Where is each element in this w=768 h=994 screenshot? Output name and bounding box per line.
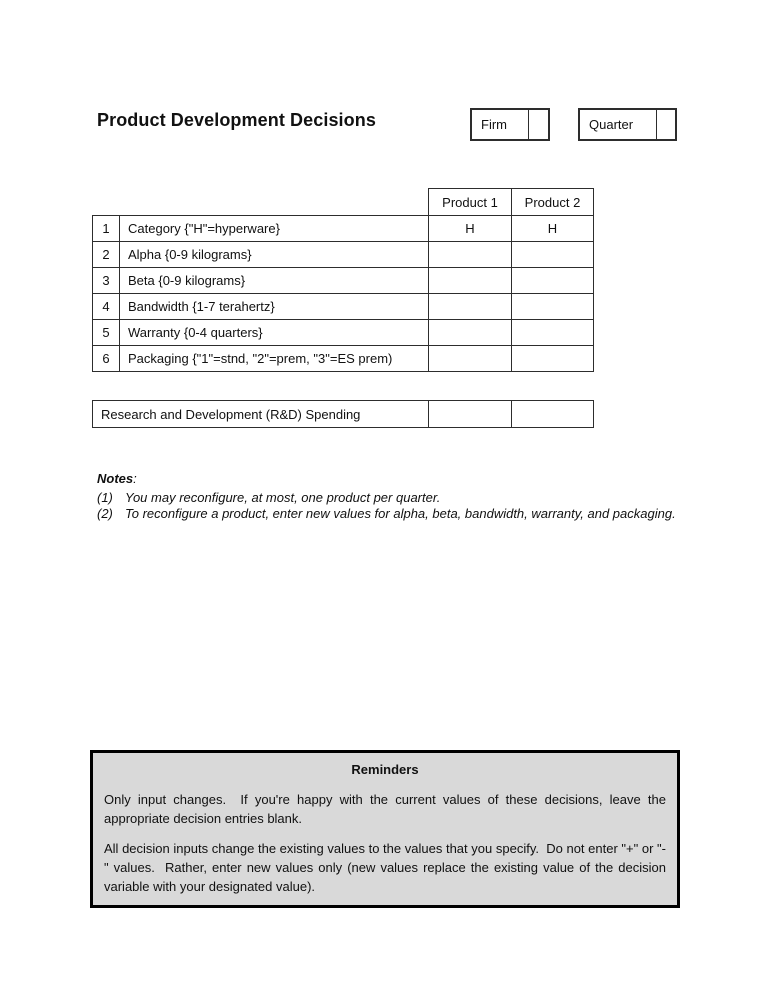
- quarter-label: Quarter: [580, 110, 657, 139]
- note-number: (1): [97, 490, 113, 505]
- decision-input-product1[interactable]: [429, 294, 512, 320]
- reminders-paragraph: Only input changes. If you're happy with the current values of these decisions, leave the appropriate decision entries blank.: [104, 792, 670, 826]
- table-row: [93, 320, 594, 346]
- reminders-paragraph: All decision inputs change the existing values to the values that you specify. Do not enter "+" or "-" values. Rather, enter new values only (new values replace the existing value of the decision variable with your designated value).: [104, 841, 670, 894]
- decision-input-product1[interactable]: [429, 346, 512, 372]
- notes-section: [97, 471, 678, 521]
- table-row: [93, 242, 594, 268]
- rd-input-product1[interactable]: [429, 401, 512, 428]
- decision-input-product2[interactable]: [512, 294, 594, 320]
- note-item: [97, 506, 678, 522]
- decision-input-product2[interactable]: [512, 320, 594, 346]
- decision-input-product2[interactable]: H: [512, 216, 594, 242]
- decision-input-product1[interactable]: H: [429, 216, 512, 242]
- row-number: 5: [93, 320, 120, 346]
- note-text: To reconfigure a product, enter new values for alpha, beta, bandwidth, warranty, and packaging.: [125, 505, 676, 521]
- note-number: (2): [97, 505, 113, 521]
- table-header-row: [93, 189, 594, 216]
- decision-input-product2[interactable]: [512, 242, 594, 268]
- decision-label: Category {"H"=hyperware}: [120, 216, 429, 242]
- decision-input-product1[interactable]: [429, 242, 512, 268]
- decision-input-product2[interactable]: [512, 346, 594, 372]
- decision-label: Warranty {0-4 quarters}: [120, 320, 429, 346]
- notes-heading-colon: :: [133, 471, 137, 486]
- decision-label: Beta {0-9 kilograms}: [120, 268, 429, 294]
- page-title: Product Development Decisions: [97, 110, 376, 130]
- table-row: [93, 346, 594, 372]
- notes-heading-word: Notes: [97, 471, 134, 486]
- note-item: [97, 490, 678, 506]
- row-number: 1: [93, 216, 120, 242]
- decision-input-product1[interactable]: [429, 320, 512, 346]
- rd-input-product2[interactable]: [512, 401, 594, 428]
- rd-spending-table: [92, 400, 594, 428]
- table-row: [93, 294, 594, 320]
- quarter-box: [578, 108, 677, 141]
- reminders-title: Reminders: [351, 762, 419, 777]
- rd-spending-label: Research and Development (R&D) Spending: [93, 401, 429, 428]
- decision-label: Alpha {0-9 kilograms}: [120, 242, 429, 268]
- row-number: 3: [93, 268, 120, 294]
- table-row: [93, 216, 594, 242]
- notes-heading: [97, 471, 678, 487]
- firm-label: Firm: [472, 110, 529, 139]
- firm-input-cell[interactable]: [529, 110, 548, 139]
- row-number: 2: [93, 242, 120, 268]
- reminders-box: [90, 750, 680, 908]
- firm-box: [470, 108, 550, 141]
- quarter-input-cell[interactable]: [657, 110, 675, 139]
- decision-input-product1[interactable]: [429, 268, 512, 294]
- decision-input-product2[interactable]: [512, 268, 594, 294]
- row-number: 4: [93, 294, 120, 320]
- decision-table: [92, 188, 594, 372]
- decision-label: Packaging {"1"=stnd, "2"=prem, "3"=ES prem): [120, 346, 429, 372]
- rd-spending-row: [93, 401, 594, 428]
- column-header-product2: Product 2: [512, 189, 594, 216]
- decision-label: Bandwidth {1-7 terahertz}: [120, 294, 429, 320]
- table-row: [93, 268, 594, 294]
- header-spacer: [93, 189, 429, 216]
- note-text: You may reconfigure, at most, one product per quarter.: [125, 490, 441, 505]
- row-number: 6: [93, 346, 120, 372]
- column-header-product1: Product 1: [429, 189, 512, 216]
